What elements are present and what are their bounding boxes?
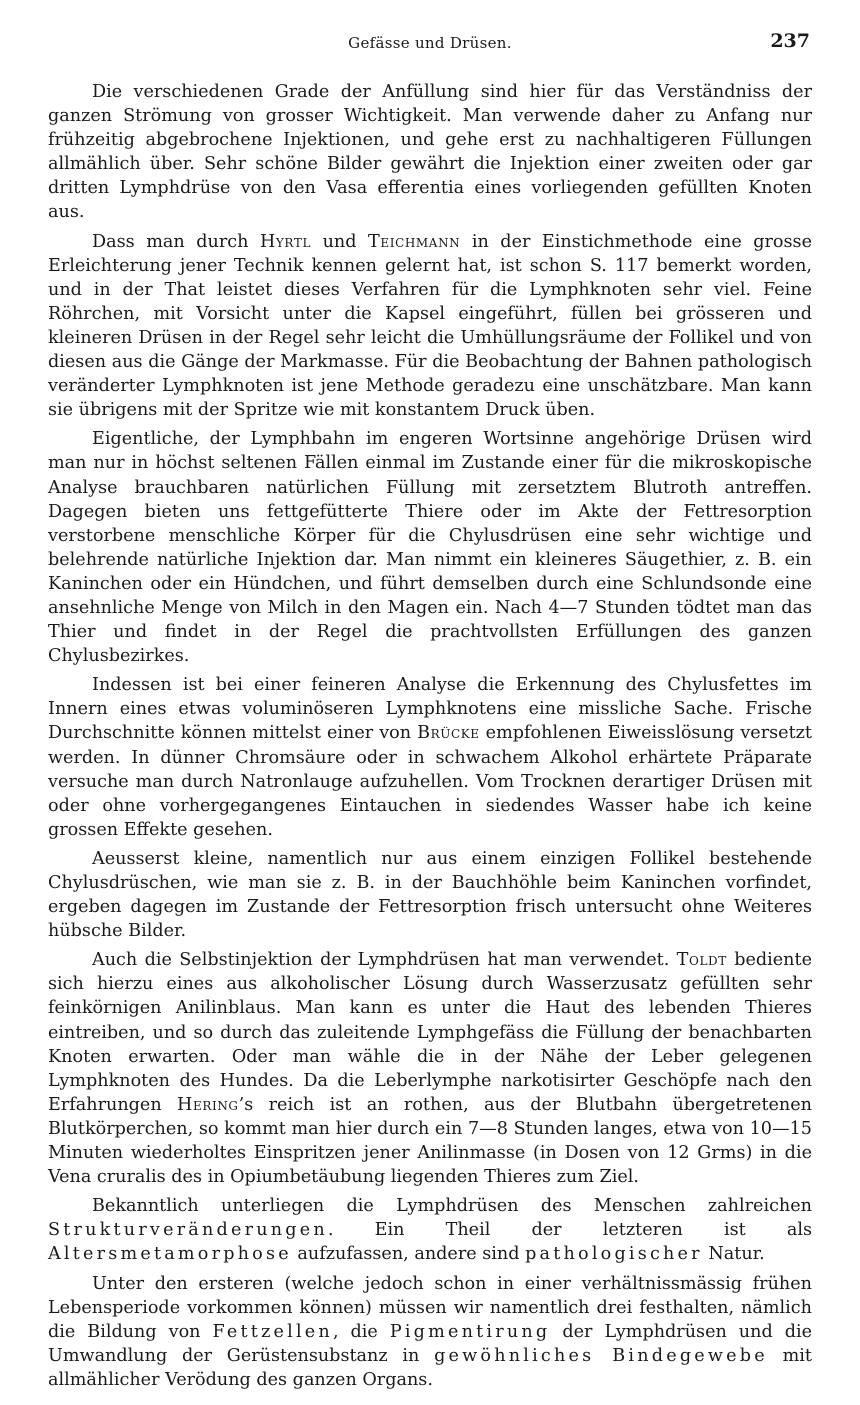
body-text — [48, 80, 812, 1392]
spaced-term-pathologischer: pathologischer — [525, 1244, 703, 1265]
text-run: und — [311, 231, 369, 252]
paragraph-structural-changes — [48, 1194, 812, 1266]
paragraph-puncture-method — [48, 230, 812, 423]
text-run: Indessen ist bei einer feineren Analyse die Erkennung des Chylusfettes im Innern eines etwas voluminöseren Lymphknotens eine missliche Sache. Frische Durchschnitte können mittelst einer von — [48, 675, 812, 744]
text-run: mit allmählicher Verödung des ganzen Organs. — [48, 1345, 812, 1390]
text-run: bediente sich hierzu eines aus alkoholischer Lösung durch Wasserzusatz gefüllten sehr feinkörnigen Anilinblaus. Man kann es unter die Haut des lebenden Thieres eintreiben, und so durch das zuleitende Lymphgefäss die Füllung der benachbarten Knoten erwarten. Oder man wähle die in der Nähe der Leber gelegenen Lymphknoten des Hundes. Da die Leberlymphe narkotisirter Geschöpfe nach den Erfahrungen — [48, 950, 812, 1115]
page-number: 237 — [770, 30, 810, 52]
running-title: Gefässe und Drüsen. — [348, 34, 512, 52]
text-run: . Ein Theil der letzteren ist als — [327, 1220, 812, 1241]
text-run: der Lymphdrüsen und die Umwandlung der Gerüstensubstanz in — [48, 1321, 812, 1366]
author-name-bruecke: Brücke — [417, 723, 480, 744]
spaced-term-pigmentirung: Pigmentirung — [389, 1321, 551, 1342]
author-name-teichmann: Teichmann — [368, 231, 461, 252]
spaced-term-bindegewebe: gewöhnliches Bindegewebe — [434, 1345, 768, 1366]
author-name-hyrtl: Hyrtl — [259, 231, 312, 252]
text-run: , die — [332, 1321, 390, 1342]
paragraph-age-changes — [48, 1272, 812, 1392]
text-run: Bekanntlich unterliegen die Lymphdrüsen des Menschen zahlreichen — [92, 1196, 812, 1217]
text-run: Unter den ersteren (welche jedoch schon in einer verhältnissmässig frühen Lebensperiode vorkommen können) müssen wir namentlich drei festhalten, nämlich die Bildung von — [48, 1273, 812, 1342]
running-head — [48, 26, 812, 58]
text-run: aufzufassen, andere sind — [291, 1244, 526, 1265]
text-run: in der Einstichmethode eine grosse Erleichterung jener Technik kennen gelernt hat, ist schon S. 117 bemerkt worden, und in der That leistet dieses Verfahren für die Lymphknoten sehr viel. Feine Röhrchen, mit Vorsicht unter die Kapsel eingeführt, füllen bei grösseren und kleineren Drüsen in der Regel sehr leicht die Umhüllungsräume der Follikel und von diesen aus die Gänge der Markmasse. Für die Beobachtung der Bahnen pathologisch veränderter Lymphknoten ist jene Methode geradezu eine unschätzbare. Man kann sie übrigens mit der Spritze wie mit konstantem Druck üben. — [48, 231, 812, 421]
spaced-term-strukturveraenderungen: Strukturveränderungen — [48, 1220, 328, 1241]
paragraph-injection-grades: Die verschiedenen Grade der Anfüllung sind hier für das Verständniss der ganzen Strömung von grosser Wichtigkeit. Man verwende daher zu Anfang nur frühzeitig abgebrochene Injektionen, und gehe erst zu nachhaltigeren Füllungen allmählich über. Sehr schöne Bilder gewährt die Injektion einer zweiten oder gar dritten Lymphdrüse von den Vasa efferentia eines vorliegenden gefüllten Knoten aus. — [48, 82, 812, 223]
paragraph-self-injection — [48, 948, 812, 1189]
author-name-hering: Hering — [177, 1094, 239, 1115]
spaced-term-altersmetamorphose: Altersmetamorphose — [48, 1244, 292, 1265]
text-run: Auch die Selbstinjektion der Lymphdrüsen hat man verwendet. — [92, 950, 677, 971]
author-name-toldt: Toldt — [676, 950, 727, 971]
paragraph-natural-injection: Eigentliche, der Lymphbahn im engeren Wortsinne angehörige Drüsen wird man nur in höchst seltenen Fällen einmal im Zustande einer für die mikroskopische Analyse brauchbaren natürlichen Füllung mit zersetztem Blutroth antreffen. Dagegen bieten uns fettgefütterte Thiere oder im Akte der Fettresorption verstorbene menschliche Körper für die Chylusdrüsen eine sehr wichtige und belehrende natürliche Injektion dar. Man nimmt ein kleineres Säugethier, z. B. ein Kaninchen oder ein Hündchen, und führt demselben durch eine Schlundsonde eine ansehnliche Menge von Milch in den Magen ein. Nach 4—7 Stunden tödtet man das Thier und findet in der Regel die prachtvollsten Erfüllungen des ganzen Chylusbezirkes. — [48, 429, 812, 667]
paragraph-small-chyle-glands: Aeusserst kleine, namentlich nur aus einem einzigen Follikel bestehende Chylusdrüschen, wie man sie z. B. in der Bauchhöhle beim Kaninchen vorfindet, ergeben dagegen im Zustande der Fettresorption frisch untersucht ohne Weiteres hübsche Bilder. — [48, 848, 812, 942]
spaced-term-fettzellen: Fettzellen — [212, 1321, 333, 1342]
text-run: Dass man durch — [92, 231, 260, 252]
paragraph-chyle-fat-analysis — [48, 673, 812, 842]
book-page — [48, 26, 812, 1397]
text-run: empfohlenen Eiweisslösung versetzt werden. In dünner Chromsäure oder in schwachem Alkohol erhärtete Präparate versuche man durch Natronlauge aufzuhellen. Vom Trocknen derartiger Drüsen mit oder ohne vorhergegangenes Eintauchen in siedendes Wasser habe ich keine grossen Effekte gesehen. — [48, 723, 812, 840]
text-run: ’s reich ist an rothen, aus der Blutbahn übergetretenen Blutkörperchen, so kommt man hier durch ein 7—8 Stunden langes, etwa von 10—15 Minuten wiederholtes Einspritzen jener Anilinmasse (in Dosen von 12 Grms) in die Vena cruralis des in Opiumbetäubung liegenden Thieres zum Ziel. — [48, 1094, 812, 1188]
text-run: Natur. — [702, 1244, 765, 1265]
